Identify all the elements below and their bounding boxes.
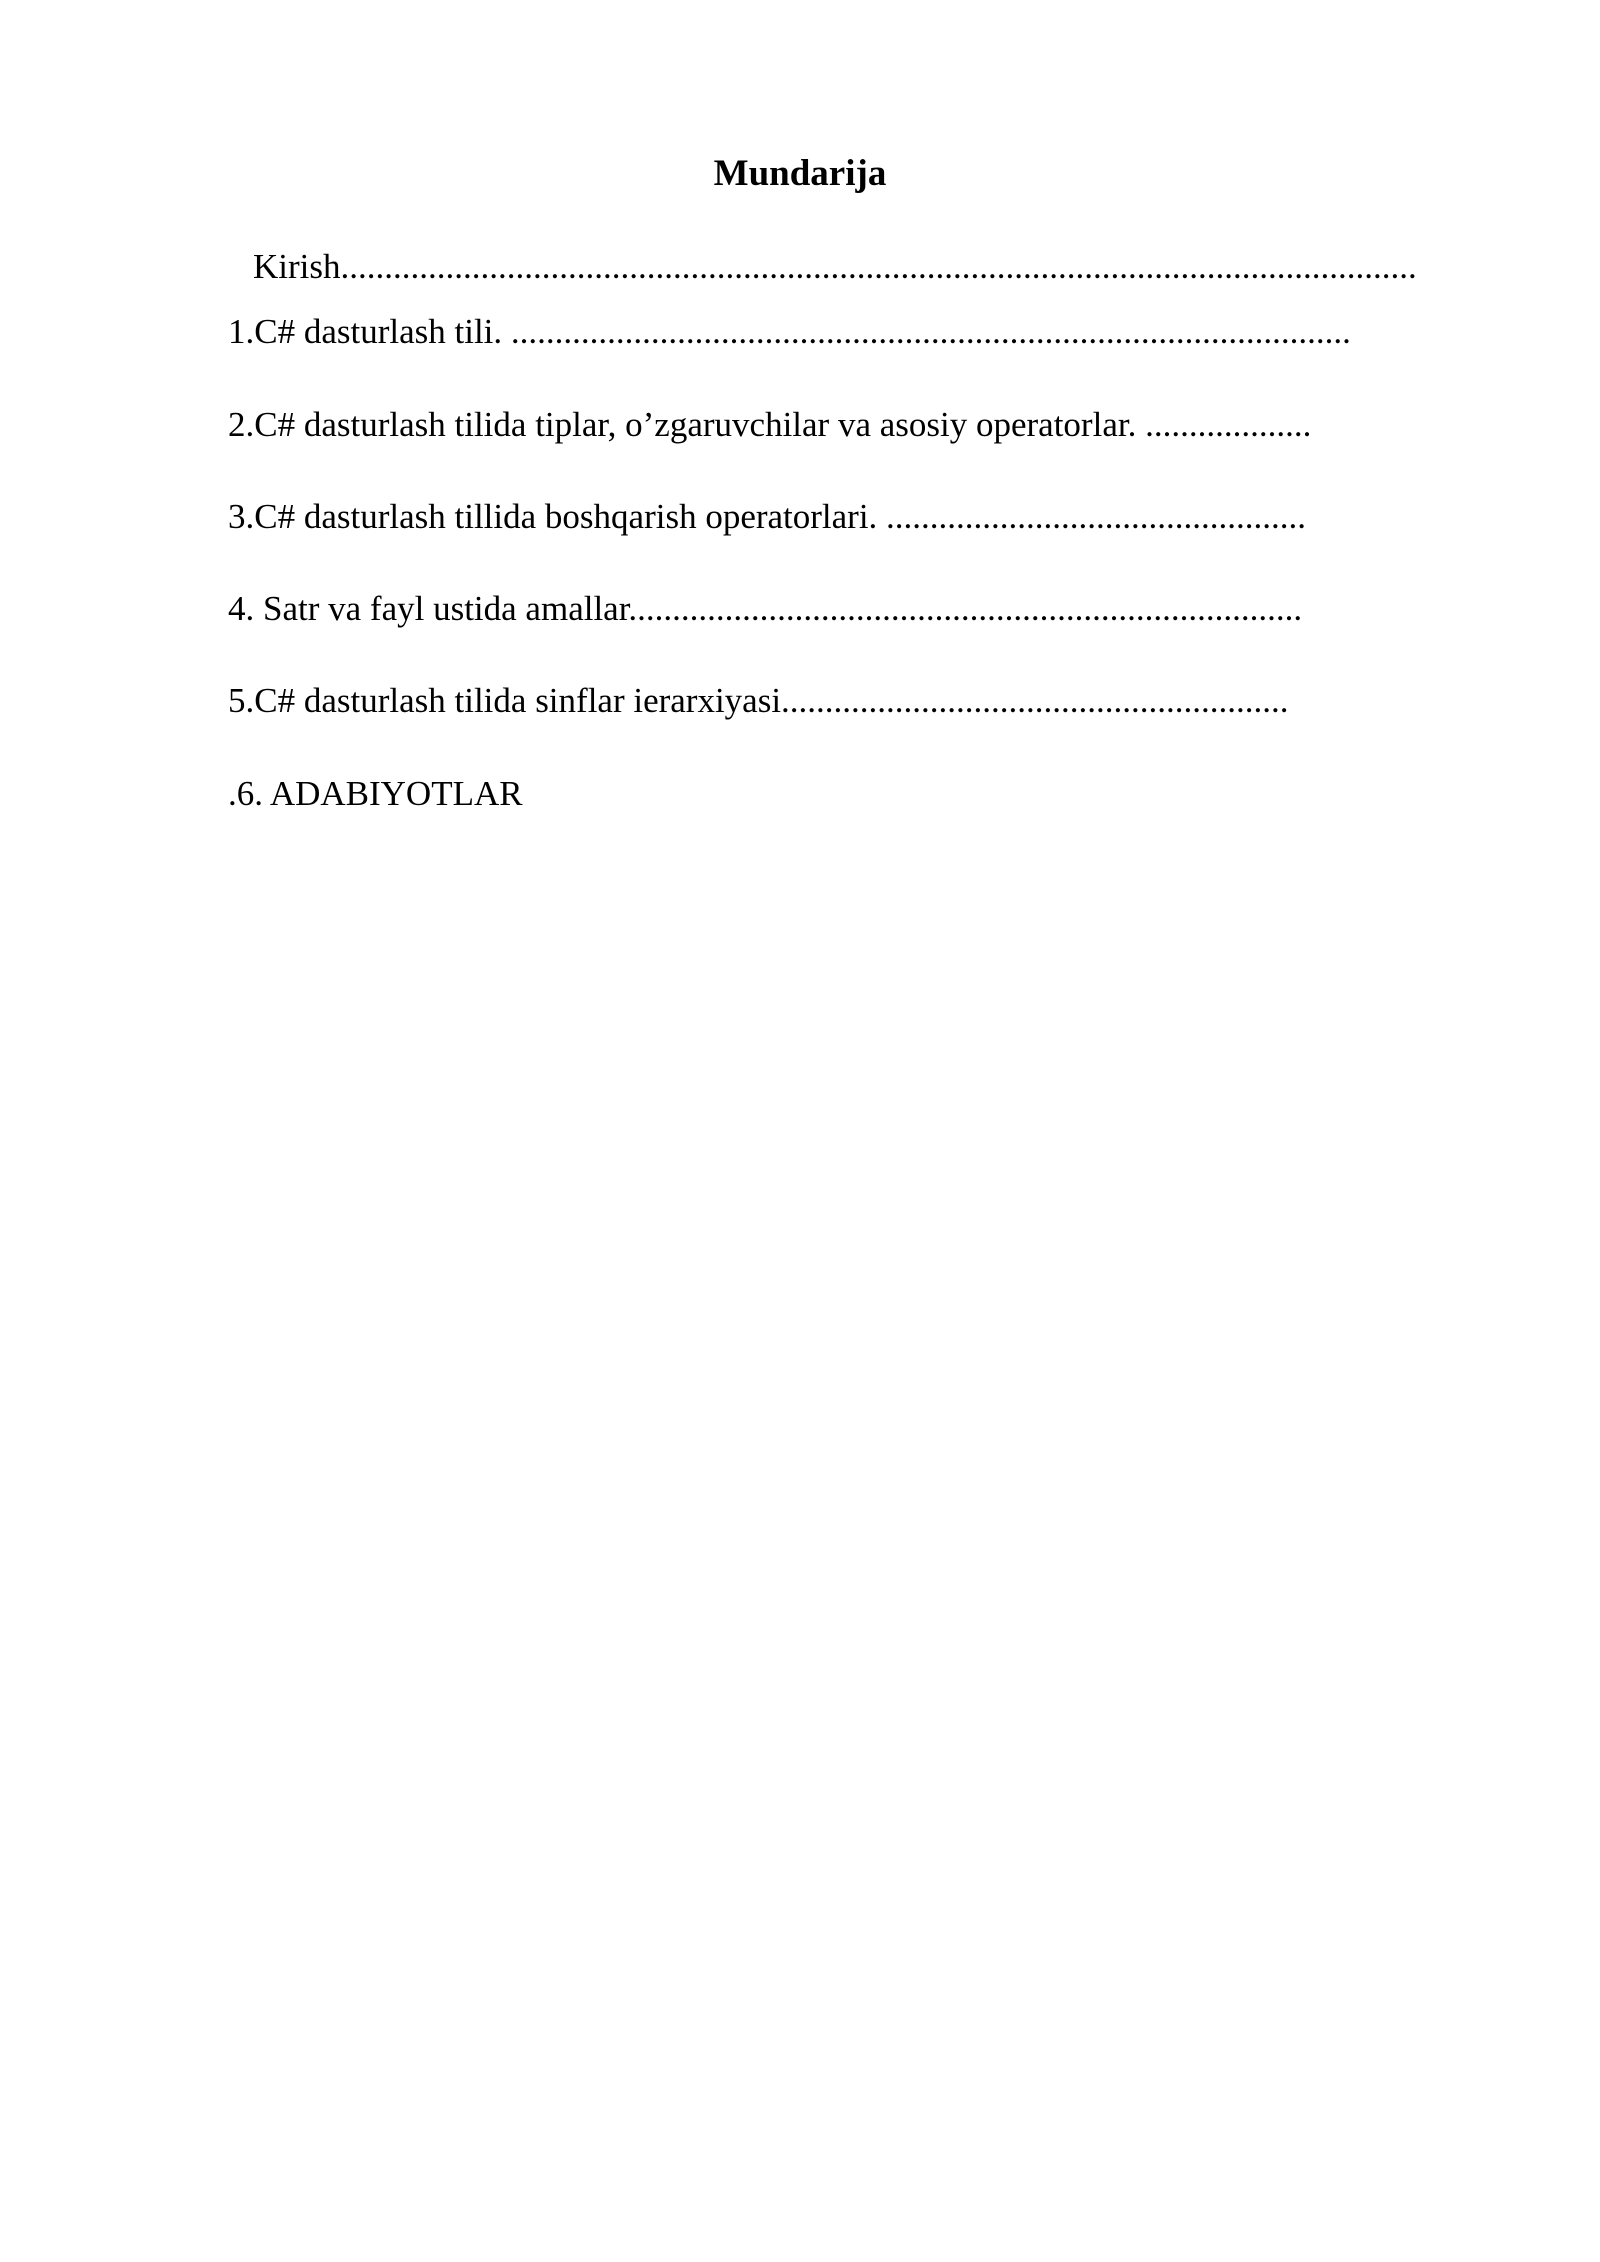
toc-entry-1: 1.C# dasturlash tili. ................................................................................................ [228,312,1351,351]
toc-entry-adabiyotlar: .6. ADABIYOTLAR [228,774,523,813]
toc-entry-3: 3.C# dasturlash tillida boshqarish operatorlari. ................................................ [228,497,1307,536]
toc-entry-2: 2.C# dasturlash tilida tiplar, o’zgaruvchilar va asosiy operatorlar. ................... [228,405,1312,444]
toc-entry-5: 5.C# dasturlash tilida sinflar ierarxiyasi.......................................................... [228,681,1289,720]
toc-entry-4: 4. Satr va fayl ustida amallar............................................................................. [228,589,1303,628]
page-title: Mundarija [713,153,887,194]
toc-entry-kirish: Kirish........................................................................................................................... [253,247,1417,286]
